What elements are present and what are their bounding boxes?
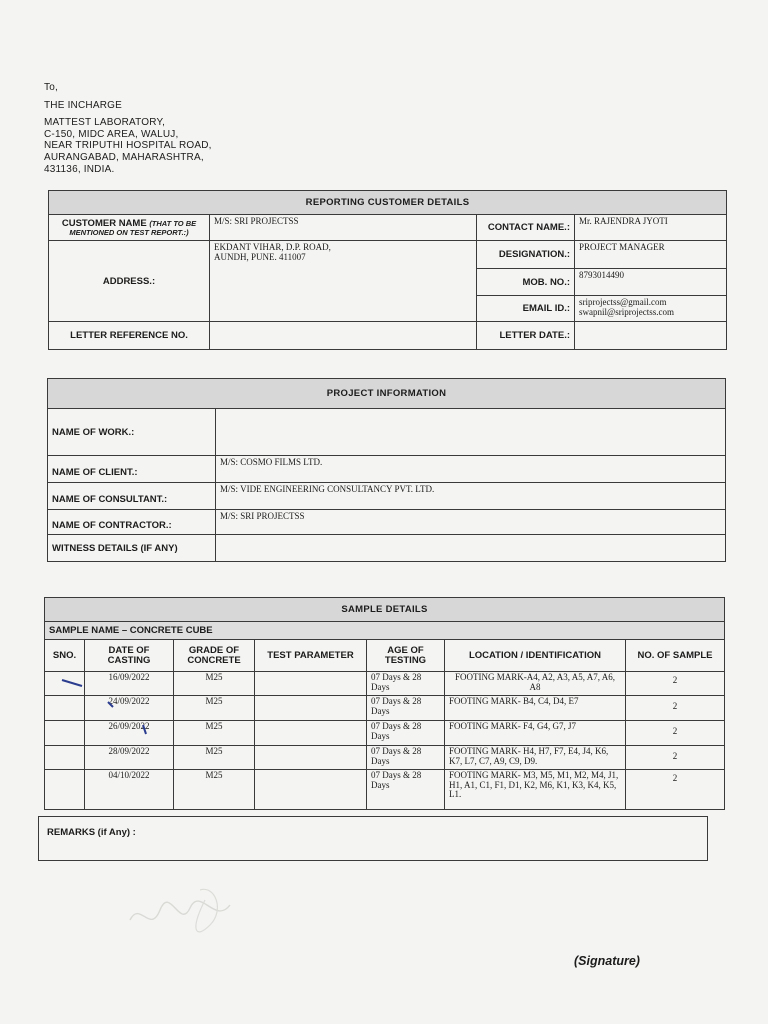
- witness-label: WITNESS DETAILS (IF ANY): [48, 535, 216, 562]
- row-param[interactable]: [255, 672, 367, 696]
- row-param[interactable]: [255, 770, 367, 810]
- address-line-4: AURANGABAD, MAHARASHTRA,: [44, 151, 204, 163]
- address-line-1: MATTEST LABORATORY,: [44, 117, 166, 129]
- customer-name-label-text: CUSTOMER NAME: [61, 217, 147, 229]
- table-row: [45, 770, 725, 810]
- sample-name: SAMPLE NAME – CONCRETE CUBE: [45, 622, 725, 640]
- address-value-line-1: EKDANT VIHAR, D.P. ROAD,: [214, 242, 331, 252]
- contractor-value[interactable]: M/S: SRI PROJECTSS: [216, 510, 726, 535]
- signature-label: (Signature): [574, 954, 640, 968]
- designation-label: DESIGNATION.:: [477, 241, 575, 269]
- row-sno[interactable]: [45, 746, 85, 770]
- table-row: [45, 746, 725, 770]
- col-sno: SNO.: [45, 640, 85, 672]
- address-value[interactable]: [210, 241, 477, 322]
- row-location[interactable]: FOOTING MARK-A4, A2, A3, A5, A7, A6, A8: [445, 672, 626, 696]
- customer-details-table: [48, 190, 727, 350]
- consultant-label: NAME OF CONSULTANT.:: [48, 483, 216, 510]
- row-age[interactable]: 07 Days & 28 Days: [367, 746, 445, 770]
- consultant-value[interactable]: M/S: VIDE ENGINEERING CONSULTANCY PVT. LTD.: [216, 483, 726, 510]
- row-location[interactable]: FOOTING MARK- M3, M5, M1, M2, M4, J1, H1, A1, C1, F1, D1, K2, M6, K1, K3, K4, K5, L1.: [445, 770, 626, 810]
- project-info-header: PROJECT INFORMATION: [48, 379, 726, 409]
- address-line-2: C-150, MIDC AREA, WALUJ,: [44, 128, 179, 140]
- customer-name-note: (THAT TO BE MENTIONED ON TEST REPORT.:): [69, 218, 197, 237]
- row-location[interactable]: FOOTING MARK- F4, G4, G7, J7: [445, 721, 626, 746]
- faint-scribble-icon: [120, 880, 260, 950]
- mobile-label: MOB. NO.:: [477, 269, 575, 296]
- row-date[interactable]: 26/09/2022: [85, 721, 174, 746]
- col-no-of-sample: NO. OF SAMPLE: [626, 640, 725, 672]
- row-date[interactable]: 28/09/2022: [85, 746, 174, 770]
- row-location[interactable]: FOOTING MARK- H4, H7, F7, E4, J4, K6, K7, L7, C7, A9, C9, D9.: [445, 746, 626, 770]
- email-value-line-2: swapnil@sriprojectss.com: [579, 307, 675, 317]
- address-value-line-2: AUNDH, PUNE. 411007: [214, 252, 306, 262]
- name-of-work-value[interactable]: [216, 409, 726, 456]
- customer-name-value[interactable]: M/S: SRI PROJECTSS: [210, 215, 477, 241]
- designation-value[interactable]: PROJECT MANAGER: [575, 241, 727, 269]
- row-date[interactable]: 16/09/2022: [85, 672, 174, 696]
- row-count[interactable]: 2: [626, 746, 725, 770]
- customer-details-header: REPORTING CUSTOMER DETAILS: [49, 191, 727, 215]
- sample-details-header: SAMPLE DETAILS: [45, 598, 725, 622]
- col-grade: GRADE OF CONCRETE: [174, 640, 255, 672]
- letter-date-label: LETTER DATE.:: [477, 322, 575, 350]
- row-param[interactable]: [255, 746, 367, 770]
- to-line: To,: [44, 82, 58, 93]
- row-param[interactable]: [255, 696, 367, 721]
- row-age[interactable]: 07 Days & 28 Days: [367, 696, 445, 721]
- row-count[interactable]: 2: [626, 770, 725, 810]
- email-value-line-1: sriprojectss@gmail.com: [579, 297, 667, 307]
- letter-reference-value[interactable]: [210, 322, 477, 350]
- row-sno[interactable]: [45, 770, 85, 810]
- row-param[interactable]: [255, 721, 367, 746]
- remarks-label: REMARKS (if Any) :: [47, 827, 136, 838]
- address-label: ADDRESS.:: [49, 241, 210, 322]
- client-value[interactable]: M/S: COSMO FILMS LTD.: [216, 456, 726, 483]
- col-date-of-casting: DATE OF CASTING: [85, 640, 174, 672]
- mobile-value[interactable]: 8793014490: [575, 269, 727, 296]
- row-location[interactable]: FOOTING MARK- B4, C4, D4, E7: [445, 696, 626, 721]
- project-info-table: [47, 378, 726, 562]
- customer-name-label: [49, 215, 210, 241]
- witness-value[interactable]: [216, 535, 726, 562]
- row-date[interactable]: 04/10/2022: [85, 770, 174, 810]
- row-grade[interactable]: M25: [174, 672, 255, 696]
- row-grade[interactable]: M25: [174, 770, 255, 810]
- name-of-work-label: NAME OF WORK.:: [48, 409, 216, 456]
- row-date[interactable]: 24/09/2022: [85, 696, 174, 721]
- row-grade[interactable]: M25: [174, 746, 255, 770]
- row-count[interactable]: 2: [626, 721, 725, 746]
- client-label: NAME OF CLIENT.:: [48, 456, 216, 483]
- row-age[interactable]: 07 Days & 28 Days: [367, 721, 445, 746]
- contact-name-label: CONTACT NAME.:: [477, 215, 575, 241]
- row-count[interactable]: 2: [626, 696, 725, 721]
- email-label: EMAIL ID.:: [477, 296, 575, 322]
- letter-date-value[interactable]: [575, 322, 727, 350]
- col-test-parameter: TEST PARAMETER: [255, 640, 367, 672]
- sample-column-headers: [45, 640, 725, 672]
- col-location: LOCATION / IDENTIFICATION: [445, 640, 626, 672]
- row-count[interactable]: 2: [626, 672, 725, 696]
- row-grade[interactable]: M25: [174, 721, 255, 746]
- address-line-5: 431136, INDIA.: [44, 163, 115, 175]
- row-age[interactable]: 07 Days & 28 Days: [367, 770, 445, 810]
- address-line-3: NEAR TRIPUTHI HOSPITAL ROAD,: [44, 140, 212, 152]
- letter-reference-label: LETTER REFERENCE NO.: [49, 322, 210, 350]
- email-value[interactable]: [575, 296, 727, 322]
- row-age[interactable]: 07 Days & 28 Days: [367, 672, 445, 696]
- contractor-label: NAME OF CONTRACTOR.:: [48, 510, 216, 535]
- row-grade[interactable]: M25: [174, 696, 255, 721]
- recipient-address: [44, 82, 212, 175]
- pen-mark-icon: [60, 676, 170, 746]
- col-age-of-testing: AGE OF TESTING: [367, 640, 445, 672]
- remarks-box[interactable]: [38, 816, 708, 861]
- recipient-title: THE INCHARGE: [44, 99, 122, 111]
- contact-name-value[interactable]: Mr. RAJENDRA JYOTI: [575, 215, 727, 241]
